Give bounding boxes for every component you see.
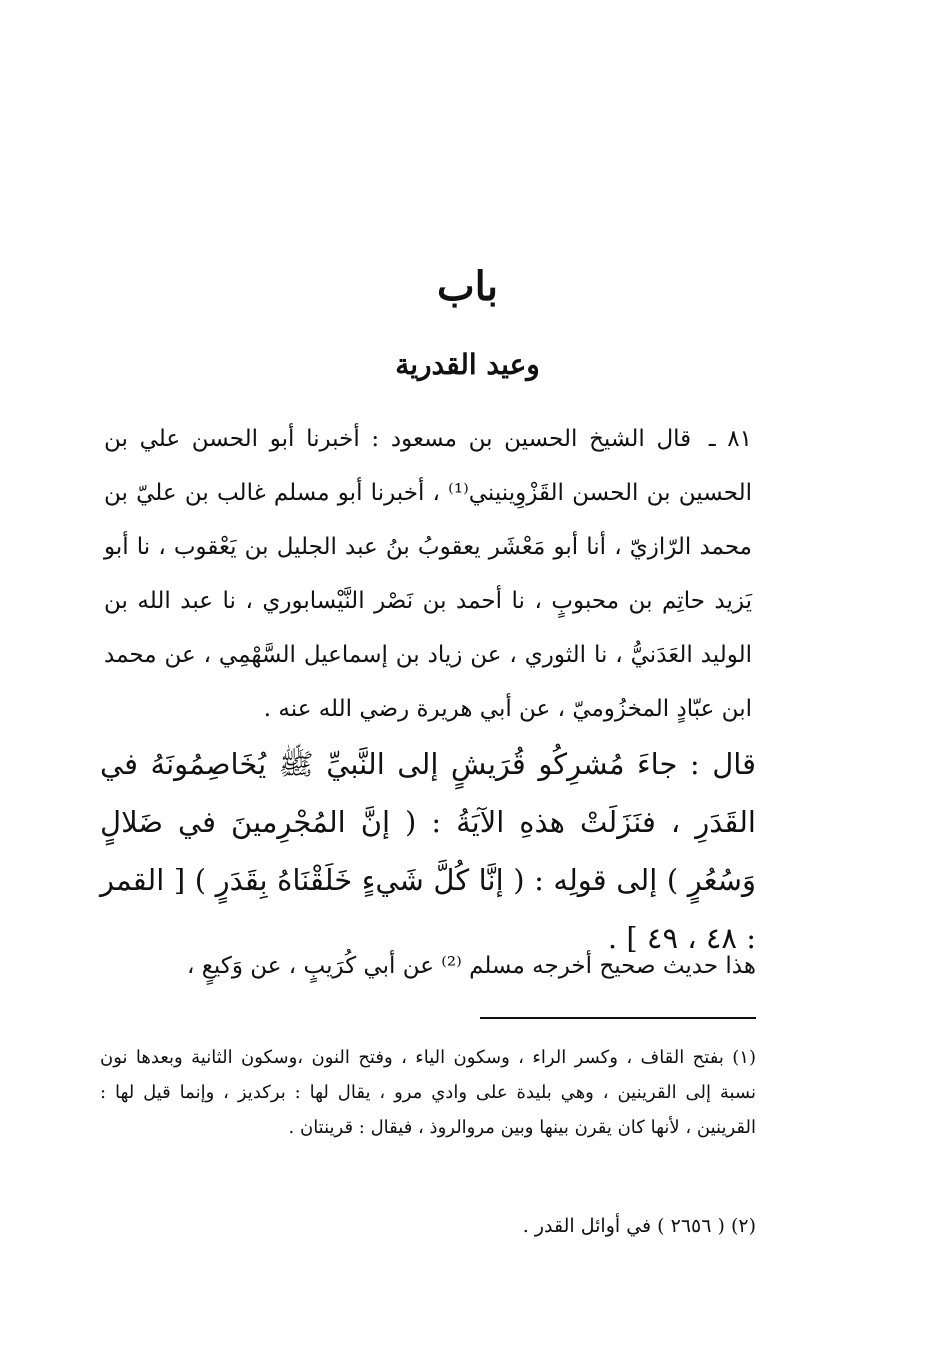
footnote-divider: [480, 1017, 756, 1019]
footnote-1: [100, 1040, 756, 1145]
footnote-2-text: ( ٢٦٥٦ ) في أوائل القدر .: [522, 1215, 725, 1237]
footnote-1-marker: (١): [732, 1047, 756, 1068]
hadith-matn: قال : جاءَ مُشرِكُو قُرَيشٍ إلى النَّبيِّ ﷺ يُخَاصِمُونَهُ في القَدَرِ ، فنَزَلَتْ هذهِ الآيَةُ : ( إنَّ المُجْرِمينَ في ضَلالٍ وَسُعُرٍ ) إلى قولِه : ( إنَّا كُلَّ شَيءٍ خَلَقْنَاهُ بِقَدَرٍ ) [ القمر : ٤٨ ، ٤٩ ] .: [100, 747, 756, 955]
footnote-1-text: بفتح القاف ، وكسر الراء ، وسكون الياء ، وفتح النون ،وسكون الثانية وبعدها نون نسبة إلى القرينين ، وهي بليدة على وادي مرو ، يقال لها : بركديز ، وإنما قيل لها : القرينين ، لأنها كان يقرن بينها وبين مروالروذ ، فيقال : قرينتان .: [100, 1047, 756, 1138]
hadith-isnad-paragraph: [104, 412, 752, 736]
footnote-2: [100, 1208, 756, 1244]
hadith-isnad-text: قال الشيخ الحسين بن مسعود : أخبرنا أبو الحسن علي بن الحسين بن الحسن القَزْوِينيني⁽¹⁾ ، أخبرنا أبو مسلم غالب بن عليّ بن محمد الرّازيّ ، أنا أبو مَعْشَر يعقوبُ بنُ عبد الجليل بن يَعْقوب ، نا أبو يَزيد حاتِم بن محبوبٍ ، نا أحمد بن نَصْر النَّيْسابوري ، نا عبد الله بن الوليد العَدَنيُّ ، نا الثوري ، عن زياد بن إسماعيل السَّهْمِي ، عن محمد ابن عبّادٍ المخزُوميّ ، عن أبي هريرة رضي الله عنه .: [104, 426, 752, 722]
chapter-subtitle: وعيد القدرية: [395, 348, 540, 381]
hadith-takhrij: هذا حديث صحيح أخرجه مسلم ⁽²⁾ عن أبي كُرَيبٍ ، عن وَكيعٍ ،: [186, 953, 756, 979]
chapter-title: باب: [437, 263, 498, 310]
hadith-number: ٨١ ـ: [708, 426, 752, 452]
footnote-2-marker: (٢): [730, 1215, 756, 1237]
